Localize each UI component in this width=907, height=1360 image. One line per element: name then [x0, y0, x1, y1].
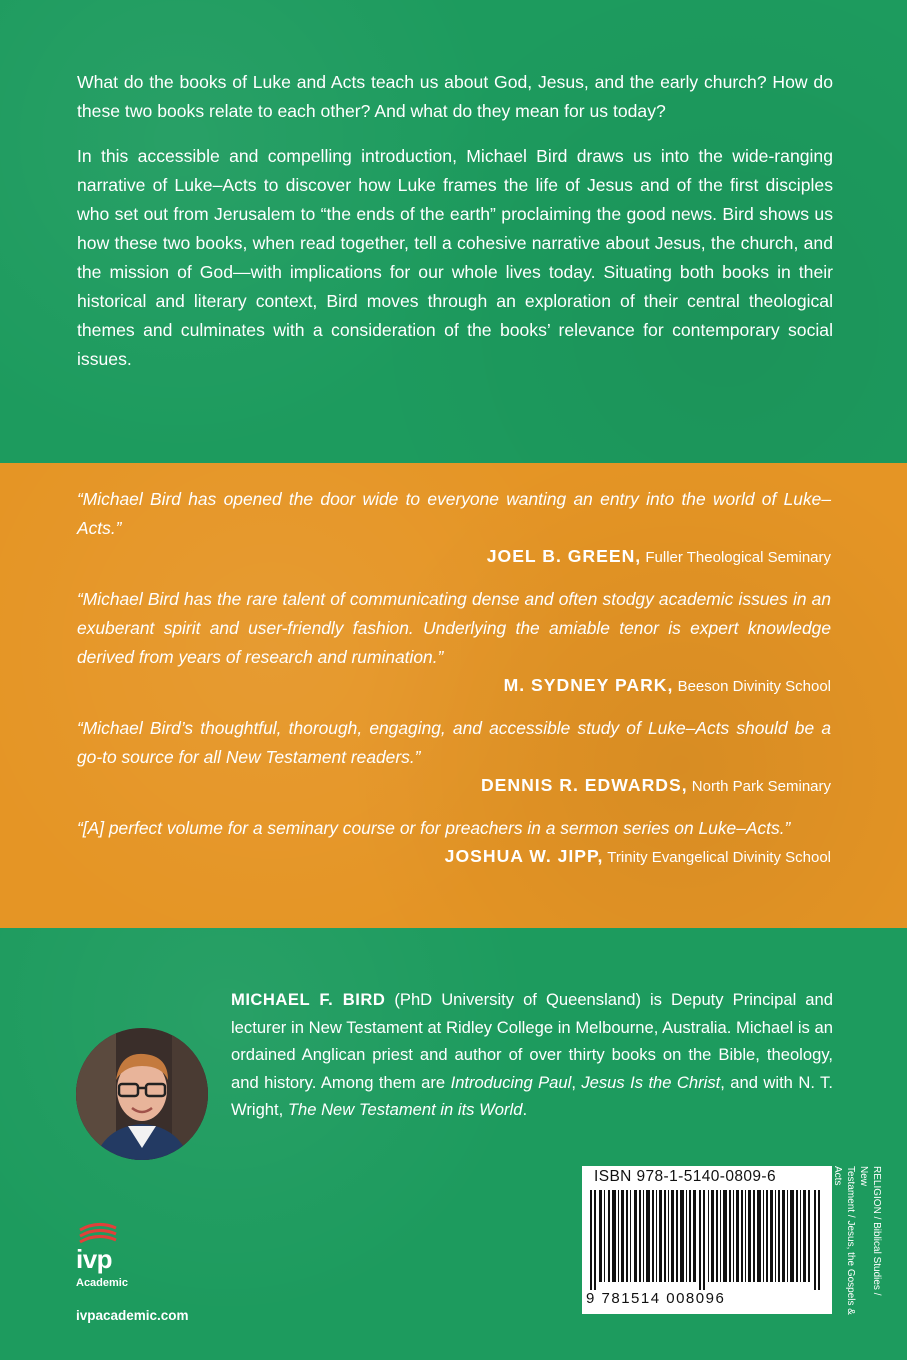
endorsement-attribution	[77, 675, 831, 696]
isbn-barcode	[582, 1166, 832, 1314]
author-name: MICHAEL F. BIRD	[231, 990, 386, 1009]
bio-separator: ,	[571, 1072, 582, 1092]
endorsement-quote: “Michael Bird has opened the door wide to everyone wanting an entry into the world of Luke–Acts.”	[77, 489, 831, 538]
endorser-name: JOSHUA W. JIPP,	[444, 846, 604, 866]
author-portrait-icon	[76, 1028, 208, 1160]
endorser-affiliation: Beeson Divinity School	[677, 678, 831, 695]
book-title: Jesus Is the Christ	[581, 1072, 721, 1092]
bio-end: .	[522, 1100, 528, 1119]
description-paragraph-2: In this accessible and compelling introduction, Michael Bird draws us into the wide-ranging narrative of Luke–Acts to discover how Luke frames the life of Jesus and of the first disciples who set out from Jerusalem to “the ends of the earth” proclaiming the good news. Bird shows us how these two books, when read together, tell a cohesive narrative about Jesus, the church, and the mission of God—with implications for our whole lives today. Situating both books in their historical and literary context, Bird moves through an exploration of their central theological themes and culminates with a consideration of the books’ relevance for contemporary social issues.	[77, 146, 833, 369]
barcode-digits: 9 781514 008096	[586, 1290, 726, 1307]
endorser-name: JOEL B. GREEN,	[486, 546, 642, 566]
bio-separator: , and with N. T. Wright,	[231, 1072, 833, 1119]
ivp-arcs-icon	[78, 1222, 118, 1244]
description-paragraph-1: What do the books of Luke and Acts teach us about God, Jesus, and the early church? How do these two books relate to each other? And what do they mean for us today?	[77, 72, 833, 121]
category-line: Testament / Jesus, the Gospels & Acts	[832, 1166, 856, 1315]
endorser-name: M. SYDNEY PARK,	[503, 675, 674, 695]
ivp-logo-text: ivp	[76, 1244, 113, 1274]
endorsement-quote: “Michael Bird’s thoughtful, thorough, engaging, and accessible study of Luke–Acts should be a go-to source for all New Testament readers.”	[77, 718, 831, 767]
endorser-affiliation: Trinity Evangelical Divinity School	[607, 849, 831, 866]
author-bio	[231, 986, 833, 1124]
publisher-website: ivpacademic.com	[76, 1308, 189, 1323]
endorsement-attribution	[77, 775, 831, 796]
category-label	[832, 1166, 887, 1316]
endorser-affiliation: North Park Seminary	[691, 778, 831, 795]
category-text	[831, 1166, 883, 1316]
barcode-icon	[590, 1190, 824, 1290]
endorsement-quote: “Michael Bird has the rare talent of communicating dense and often stodgy academic issues in an exuberant spirit and user-friendly fashion. Underlying the amiable tenor is expert knowledge derived from years of research and rumination.”	[77, 589, 831, 667]
author-bio-text: (PhD University of Queensland) is Deputy Principal and lecturer in New Testament at Ridley College in Melbourne, Australia. Michael is an ordained Anglican priest and author of over thirty books on the Bible, theology, and history. Among them are	[231, 990, 833, 1092]
book-title: The New Testament in its World	[287, 1100, 523, 1119]
endorser-name: DENNIS R. EDWARDS,	[480, 775, 688, 795]
academic-logo-text: Academic	[76, 1277, 128, 1289]
endorsement	[77, 714, 831, 796]
endorsements	[77, 485, 831, 885]
endorsement	[77, 485, 831, 567]
endorser-affiliation: Fuller Theological Seminary	[645, 549, 831, 566]
isbn-label: ISBN 978-1-5140-0809-6	[594, 1168, 776, 1185]
endorsement-attribution	[77, 546, 831, 567]
endorsement-attribution	[77, 846, 831, 867]
category-line: RELIGION / Biblical Studies / New	[858, 1166, 882, 1296]
book-title: Introducing Paul	[450, 1072, 572, 1092]
endorsement	[77, 814, 831, 867]
author-photo	[76, 1028, 208, 1160]
publisher-logo	[76, 1222, 186, 1322]
book-description	[77, 68, 833, 390]
endorsement-quote: “[A] perfect volume for a seminary course or for preachers in a sermon series on Luke–Acts.”	[77, 818, 791, 838]
endorsement	[77, 585, 831, 696]
